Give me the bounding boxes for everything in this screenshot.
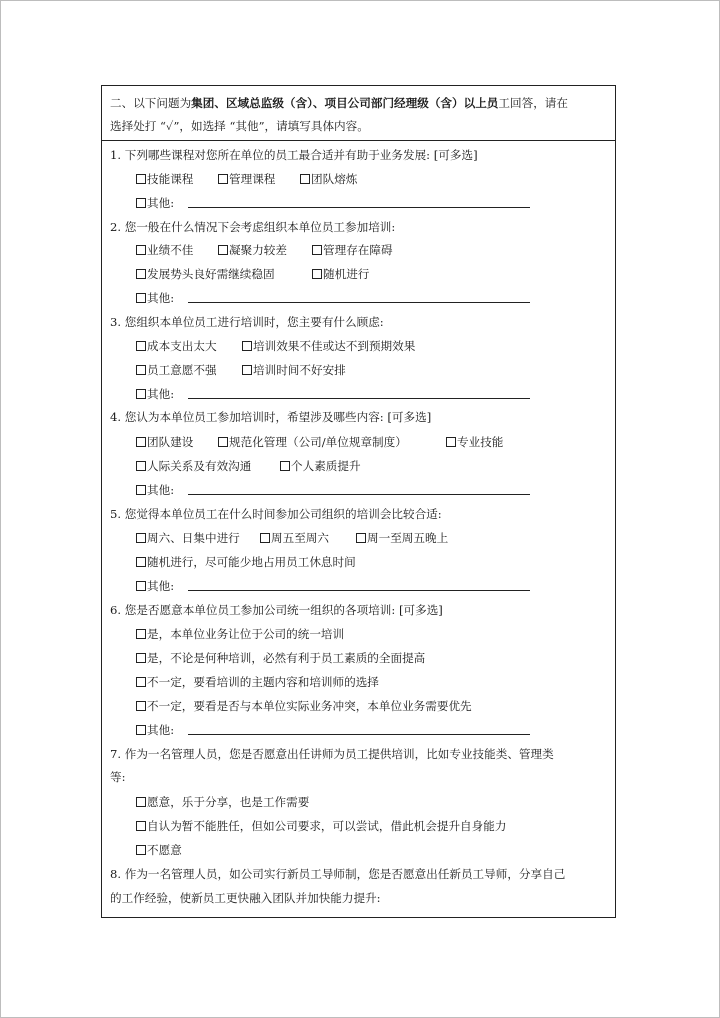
checkbox-icon[interactable]	[136, 389, 146, 399]
q3-option[interactable]: 成本支出太大	[136, 338, 217, 354]
checkbox-icon[interactable]	[136, 821, 146, 831]
q2-other[interactable]: 其他:	[136, 290, 174, 306]
q4-option[interactable]: 规范化管理（公司/单位规章制度）	[218, 434, 407, 450]
checkbox-icon[interactable]	[446, 437, 456, 447]
checkbox-icon[interactable]	[136, 845, 146, 855]
q4-other-input-line[interactable]	[188, 494, 530, 495]
q7-option[interactable]: 不愿意	[136, 842, 182, 858]
checkbox-icon[interactable]	[136, 245, 146, 255]
q2-option[interactable]: 发展势头良好需继续稳固	[136, 266, 275, 282]
q1-other-input-line[interactable]	[188, 207, 530, 208]
q2-other-input-line[interactable]	[188, 302, 530, 303]
checkbox-icon[interactable]	[136, 437, 146, 447]
q5-other-input-line[interactable]	[188, 590, 530, 591]
header-line-2: 选择处打 “✓”，如选择 “其他”，请填写具体内容。	[110, 119, 369, 133]
checkbox-icon[interactable]	[136, 629, 146, 639]
question-6: 6. 您是否愿意本单位员工参加公司统一组织的各项培训: [可多选]	[110, 603, 443, 617]
q4-other[interactable]: 其他:	[136, 482, 174, 498]
header-text-a: 二、以下问题为	[110, 96, 192, 110]
checkbox-icon[interactable]	[300, 174, 310, 184]
checkbox-icon[interactable]	[242, 365, 252, 375]
q6-other[interactable]: 其他:	[136, 722, 174, 738]
q6-option[interactable]: 是，本单位业务让位于公司的统一培训	[136, 626, 344, 642]
q7-option[interactable]: 愿意，乐于分享，也是工作需要	[136, 794, 309, 810]
checkbox-icon[interactable]	[136, 581, 146, 591]
q2-option[interactable]: 管理存在障碍	[312, 242, 393, 258]
q6-option[interactable]: 不一定，要看培训的主题内容和培训师的选择	[136, 674, 379, 690]
q3-other-input-line[interactable]	[188, 398, 530, 399]
question-1: 1. 下列哪些课程对您所在单位的员工最合适并有助于业务发展: [可多选]	[110, 148, 478, 162]
checkbox-icon[interactable]	[260, 533, 270, 543]
question-8: 8. 作为一名管理人员，如公司实行新员工导师制，您是否愿意出任新员工导师，分享自己	[110, 867, 566, 881]
checkbox-icon[interactable]	[136, 174, 146, 184]
q5-other[interactable]: 其他:	[136, 578, 174, 594]
q2-option[interactable]: 业绩不佳	[136, 242, 193, 258]
q1-other[interactable]: 其他:	[136, 195, 174, 211]
checkbox-icon[interactable]	[136, 653, 146, 663]
section-header	[102, 86, 615, 141]
checkbox-icon[interactable]	[242, 341, 252, 351]
q4-option[interactable]: 专业技能	[446, 434, 503, 450]
checkbox-icon[interactable]	[218, 174, 228, 184]
checkbox-icon[interactable]	[280, 461, 290, 471]
question-3: 3. 您组织本单位员工进行培训时，您主要有什么顾虑:	[110, 315, 384, 329]
checkbox-icon[interactable]	[136, 365, 146, 375]
q1-option[interactable]: 团队熔炼	[300, 171, 357, 187]
q5-option[interactable]: 周六、日集中进行	[136, 530, 240, 546]
q1-option[interactable]: 管理课程	[218, 171, 275, 187]
question-7-cont: 等:	[110, 770, 126, 784]
header-line-1	[110, 95, 568, 111]
question-8-cont: 的工作经验，使新员工更快融入团队并加快能力提升:	[110, 891, 381, 905]
checkbox-icon[interactable]	[136, 557, 146, 567]
q3-option[interactable]: 培训时间不好安排	[242, 362, 346, 378]
q2-option[interactable]: 凝聚力较差	[218, 242, 287, 258]
q5-option[interactable]: 随机进行，尽可能少地占用员工休息时间	[136, 554, 356, 570]
q2-option[interactable]: 随机进行	[312, 266, 369, 282]
checkbox-icon[interactable]	[312, 245, 322, 255]
header-text-bold: 集团、区域总监级（含）、项目公司部门经理级（含）以上员	[191, 96, 499, 110]
checkbox-icon[interactable]	[136, 533, 146, 543]
checkbox-icon[interactable]	[136, 293, 146, 303]
checkbox-icon[interactable]	[136, 701, 146, 711]
q3-option[interactable]: 培训效果不佳或达不到预期效果	[242, 338, 415, 354]
q1-option[interactable]: 技能课程	[136, 171, 193, 187]
q6-other-input-line[interactable]	[188, 734, 530, 735]
q6-option[interactable]: 是，不论是何种培训，必然有利于员工素质的全面提高	[136, 650, 425, 666]
question-2: 2. 您一般在什么情况下会考虑组织本单位员工参加培训:	[110, 220, 396, 234]
checkbox-icon[interactable]	[136, 677, 146, 687]
q5-option[interactable]: 周五至周六	[260, 530, 329, 546]
q7-option[interactable]: 自认为暂不能胜任，但如公司要求，可以尝试，借此机会提升自身能力	[136, 818, 506, 834]
header-text-b: 工回答，请在	[498, 96, 568, 110]
q3-other[interactable]: 其他:	[136, 386, 174, 402]
q4-option[interactable]: 个人素质提升	[280, 458, 361, 474]
checkbox-icon[interactable]	[136, 198, 146, 208]
checkbox-icon[interactable]	[312, 269, 322, 279]
question-5: 5. 您觉得本单位员工在什么时间参加公司组织的培训会比较合适:	[110, 507, 442, 521]
q4-option[interactable]: 团队建设	[136, 434, 193, 450]
q5-option[interactable]: 周一至周五晚上	[356, 530, 448, 546]
checkbox-icon[interactable]	[136, 461, 146, 471]
question-7: 7. 作为一名管理人员，您是否愿意出任讲师为员工提供培训，比如专业技能类、管理类	[110, 747, 554, 761]
checkbox-icon[interactable]	[356, 533, 366, 543]
checkbox-icon[interactable]	[218, 245, 228, 255]
q4-option[interactable]: 人际关系及有效沟通	[136, 458, 251, 474]
survey-form	[101, 85, 616, 918]
question-4: 4. 您认为本单位员工参加培训时，希望涉及哪些内容: [可多选]	[110, 410, 432, 424]
checkbox-icon[interactable]	[136, 725, 146, 735]
checkbox-icon[interactable]	[218, 437, 228, 447]
checkbox-icon[interactable]	[136, 269, 146, 279]
q3-option[interactable]: 员工意愿不强	[136, 362, 217, 378]
checkbox-icon[interactable]	[136, 485, 146, 495]
checkbox-icon[interactable]	[136, 797, 146, 807]
q6-option[interactable]: 不一定，要看是否与本单位实际业务冲突，本单位业务需要优先	[136, 698, 472, 714]
checkbox-icon[interactable]	[136, 341, 146, 351]
